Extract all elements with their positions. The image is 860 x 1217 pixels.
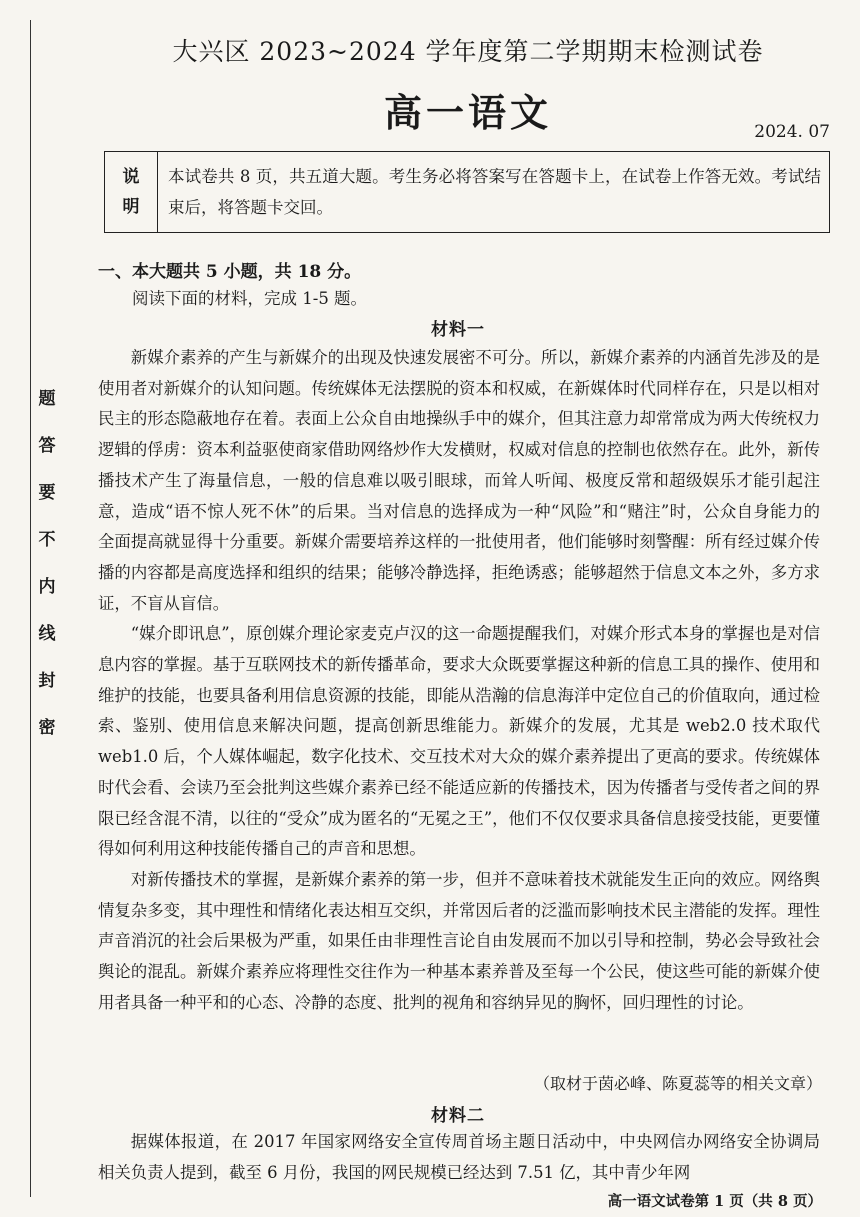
material-one-title: 材料一 <box>431 320 485 340</box>
seal-line-notice <box>36 388 58 764</box>
page-footer: 高一语文试卷第 1 页（共 8 页） <box>607 1193 822 1210</box>
instructions-label-char: 明 <box>122 197 140 217</box>
instructions-box <box>104 151 830 233</box>
seal-char: 封 <box>38 671 56 691</box>
material-one-body <box>98 343 820 1018</box>
material-two-body <box>98 1127 820 1188</box>
paragraph: “媒介即讯息”，原创媒介理论家麦克卢汉的这一命题提醒我们，对媒介形式本身的掌握也是对信息内容的掌握。基于互联网技术的新传播革命，要求大众既要掌握这种新的信息工具的操作、使用和维护的技能，也要具备利用信息资源的技能，即能从浩瀚的信息海洋中定位自己的价值取向，通过检索、鉴别、使用信息来解决问题，提高创新思维能力。新媒介的发展，尤其是 web2.0 技术取代 web1.0 后，个人媒体崛起，数字化技术、交互技术对大众的媒介素养提出了更高的要求。传统媒体时代会看、会读乃至会批判这些媒介素养已经不能适应新的传播技术，因为传播者与受传者之间的界限已经含混不清，以往的“受众”成为匿名的“无冕之王”，他们不仅仅要求具备信息接受技能，更要懂得如何利用这种技能传播自己的声音和思想。 <box>98 624 820 859</box>
section-heading: 一、本大题共 5 小题，共 18 分。 <box>98 262 362 282</box>
seal-char: 不 <box>38 530 56 550</box>
instructions-label-char: 说 <box>122 167 140 187</box>
reading-prompt: 阅读下面的材料，完成 1-5 题。 <box>132 289 368 308</box>
seal-char: 答 <box>38 436 56 456</box>
seal-char: 要 <box>38 483 56 503</box>
source-citation: （取材于茵必峰、陈夏蕊等的相关文章） <box>533 1074 822 1093</box>
instructions-label <box>105 152 158 232</box>
paragraph: 据媒体报道，在 2017 年国家网络安全宣传周首场主题日活动中，中央网信办网络安全协调局相关负责人提到，截至 6 月份，我国的网民规模已经达到 7.51 亿，其中青少年网 <box>98 1132 820 1182</box>
seal-char: 内 <box>38 577 56 597</box>
exam-page <box>98 0 838 1217</box>
seal-char: 线 <box>38 624 56 644</box>
instructions-text: 本试卷共 8 页，共五道大题。考生务必将答案写在答题卡上，在试卷上作答无效。考试结束后，将答题卡交回。 <box>168 167 821 217</box>
material-two-title: 材料二 <box>431 1106 485 1126</box>
seal-char: 密 <box>38 718 56 738</box>
paragraph: 对新传播技术的掌握，是新媒介素养的第一步，但并不意味着技术就能发生正向的效应。网络舆情复杂多变，其中理性和情绪化表达相互交织，并常因后者的泛滥而影响技术民主潜能的发挥。理性声音消沉的社会后果极为严重，如果任由非理性言论自由发展而不加以引导和控制，势必会导致社会舆论的混乱。新媒介素养应将理性交往作为一种基本素养普及至每一个公民，使这些可能的新媒介使用者具备一种平和的心态、冷静的态度、批判的视角和容纳异见的胸怀，回归理性的讨论。 <box>98 869 820 1012</box>
exam-date: 2024. 07 <box>754 122 830 142</box>
binding-line <box>30 20 31 1197</box>
seal-char: 题 <box>38 389 56 409</box>
exam-title: 大兴区 2023~2024 学年度第二学期期末检测试卷 <box>172 37 764 66</box>
paragraph: 新媒介素养的产生与新媒介的出现及快速发展密不可分。所以，新媒介素养的内涵首先涉及的是使用者对新媒介的认知问题。传统媒体无法摆脱的资本和权威，在新媒体时代同样存在，只是以相对民主的形态隐蔽地存在着。表面上公众自由地操纵手中的媒介，但其注意力却常常成为两大传统权力逻辑的俘虏：资本利益驱使商家借助网络炒作大发横财，权威对信息的控制也依然存在。此外，新传播技术产生了海量信息，一般的信息难以吸引眼球，而耸人听闻、极度反常和超级娱乐才能引起注意，造成“语不惊人死不休”的后果。当对信息的选择成为一种“风险”和“赌注”时，公众自身能力的全面提高就显得十分重要。新媒介需要培养这样的一批使用者，他们能够时刻警醒：所有经过媒介传播的内容都是高度选择和组织的结果；能够冷静选择，拒绝诱惑；能够超然于信息文本之外，多方求证，不盲从盲信。 <box>98 348 820 613</box>
subject-title: 高一语文 <box>383 90 552 135</box>
